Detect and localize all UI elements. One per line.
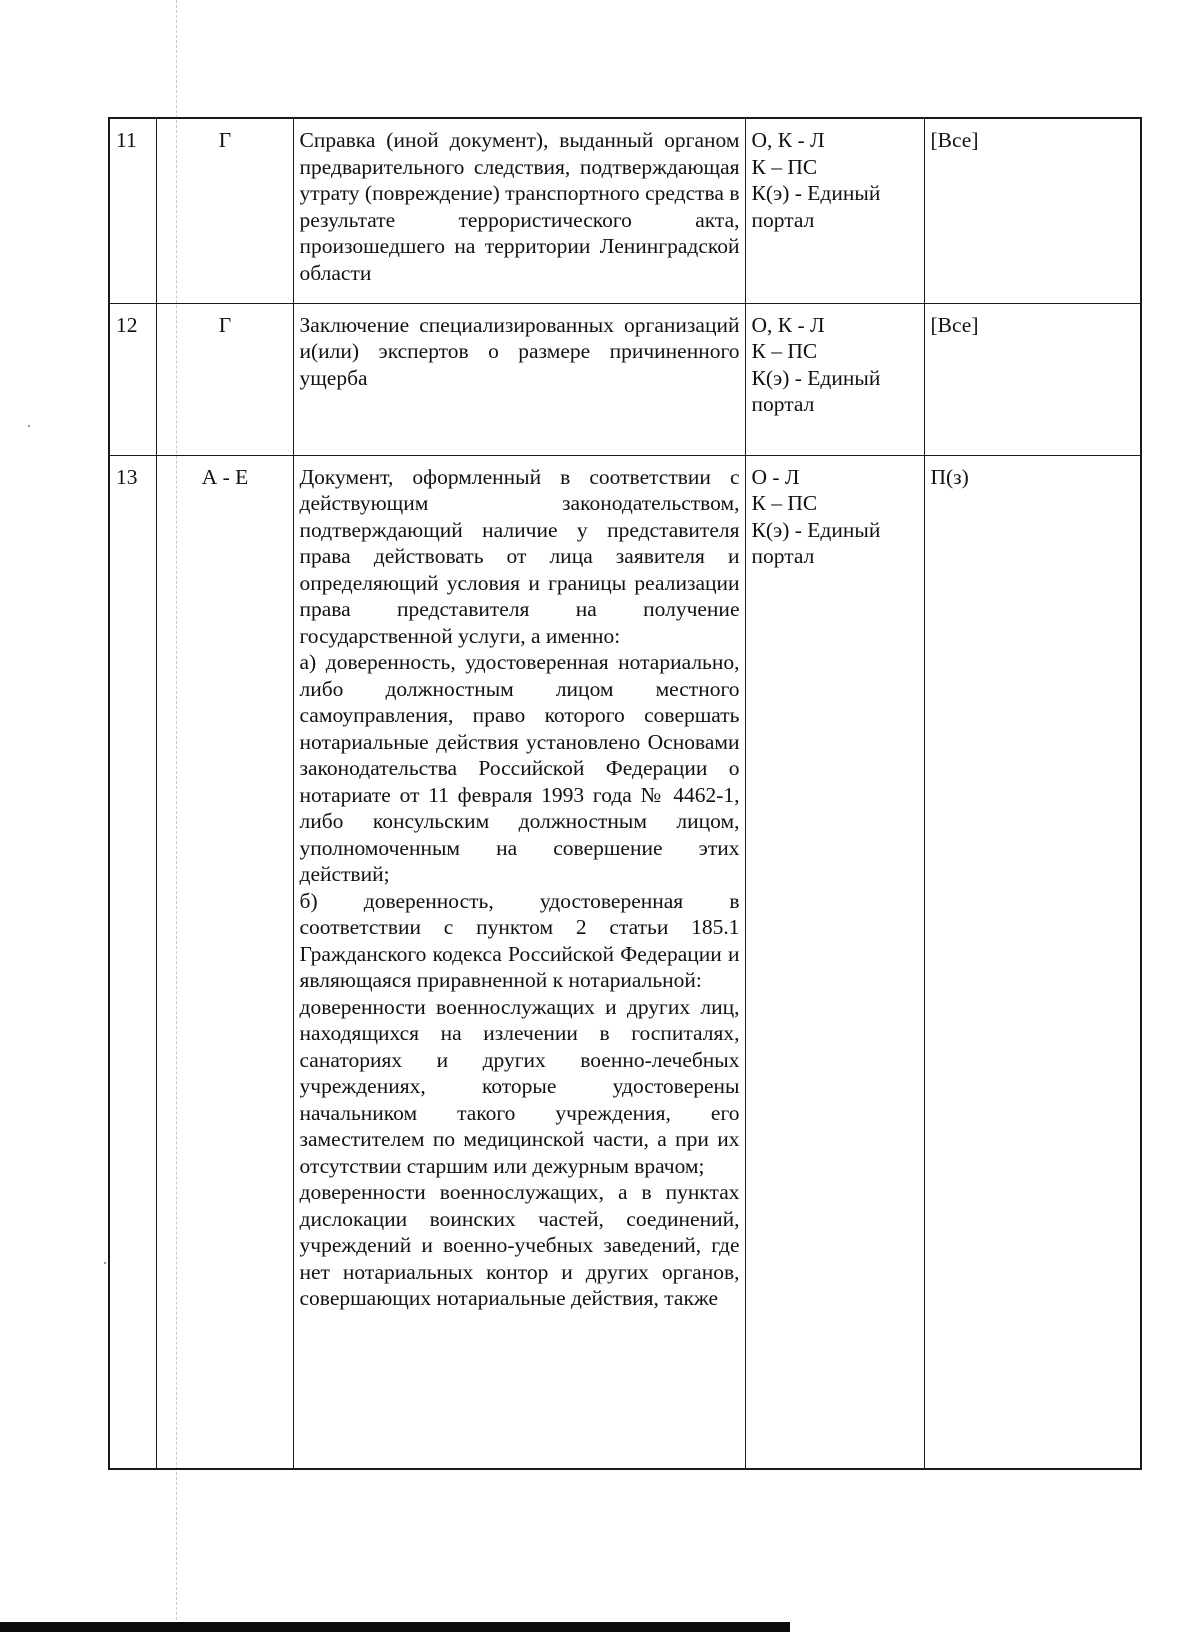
submission-line: К(э) - Единый портал — [751, 365, 881, 416]
submission-line: К – ПС — [751, 491, 818, 515]
table-body — [109, 118, 1141, 1469]
submission-line: О - Л — [751, 464, 800, 489]
row-number: 12 — [109, 303, 156, 455]
scan-bottom-edge — [0, 1622, 790, 1632]
scan-speck — [104, 1262, 106, 1264]
submission-line: К(э) - Единый портал — [751, 181, 881, 232]
document-description — [293, 455, 745, 1469]
description-paragraph: доверенности военнослужащих, а в пунктах дислокации воинских частей, соединений, учреждений и военно-учебных заведений, где нет нотариальных контор и других органов, совершающих нотариальные действия, также — [299, 1180, 740, 1310]
row-number: 11 — [109, 118, 156, 303]
description-paragraph: б) доверенность, удостоверенная в соответствии с пунктом 2 статьи 185.1 Гражданского кодекса Российской Федерации и являющаяся приравненной к нотариальной: — [299, 888, 740, 992]
table-row — [109, 455, 1141, 1469]
submission-line: К – ПС — [751, 154, 818, 179]
submission-method — [745, 118, 924, 303]
submission-line: К – ПС — [751, 339, 818, 363]
applicability-rule: [Все] — [924, 118, 1141, 303]
description-paragraph: доверенности военнослужащих и других лиц, находящихся на излечении в госпиталях, санаториях и других военно-лечебных учреждениях, которые удостоверены начальником такого учреждения, его заместителем по медицинской части, а при их отсутствии старшим или дежурным врачом; — [299, 994, 740, 1178]
description-paragraph: Справка (иной документ), выданный органом предварительного следствия, подтверждающая утрату (повреждение) транспортного средства в результате террористического акта, произошедшего на территории Ленинградской области — [299, 128, 740, 285]
description-paragraph: Заключение специализированных организаций и(или) экспертов о размере причиненного ущерба — [299, 312, 740, 390]
submission-method — [745, 455, 924, 1469]
applicant-category: Г — [156, 118, 293, 303]
document-table — [108, 117, 1142, 1470]
submission-line: К(э) - Единый портал — [751, 517, 881, 568]
submission-line: О, К - Л — [751, 312, 825, 337]
applicability-rule: П(з) — [924, 455, 1141, 1469]
applicant-category: Г — [156, 303, 293, 455]
applicant-category: А - Е — [156, 455, 293, 1469]
table-row — [109, 118, 1141, 303]
table-row — [109, 303, 1141, 455]
description-paragraph: а) доверенность, удостоверенная нотариально, либо должностным лицом местного самоуправления, право которого совершать нотариальные действия установлено Основами законодательства Российской Федерации о нотариате от 11 февраля 1993 года № 4462-1, либо консульским должностным лицом, уполномоченным на совершение этих действий; — [299, 650, 740, 886]
document-description — [293, 118, 745, 303]
submission-method — [745, 303, 924, 455]
row-number: 13 — [109, 455, 156, 1469]
submission-line: О, К - Л — [751, 128, 825, 152]
description-paragraph: Документ, оформленный в соответствии с действующим законодательством, подтверждающий наличие у представителя права действовать от лица заявителя и определяющий условия и границы реализации права представителя на получение государственной услуги, а именно: — [299, 464, 740, 648]
applicability-rule: [Все] — [924, 303, 1141, 455]
scan-speck — [28, 425, 30, 427]
document-description — [293, 303, 745, 455]
